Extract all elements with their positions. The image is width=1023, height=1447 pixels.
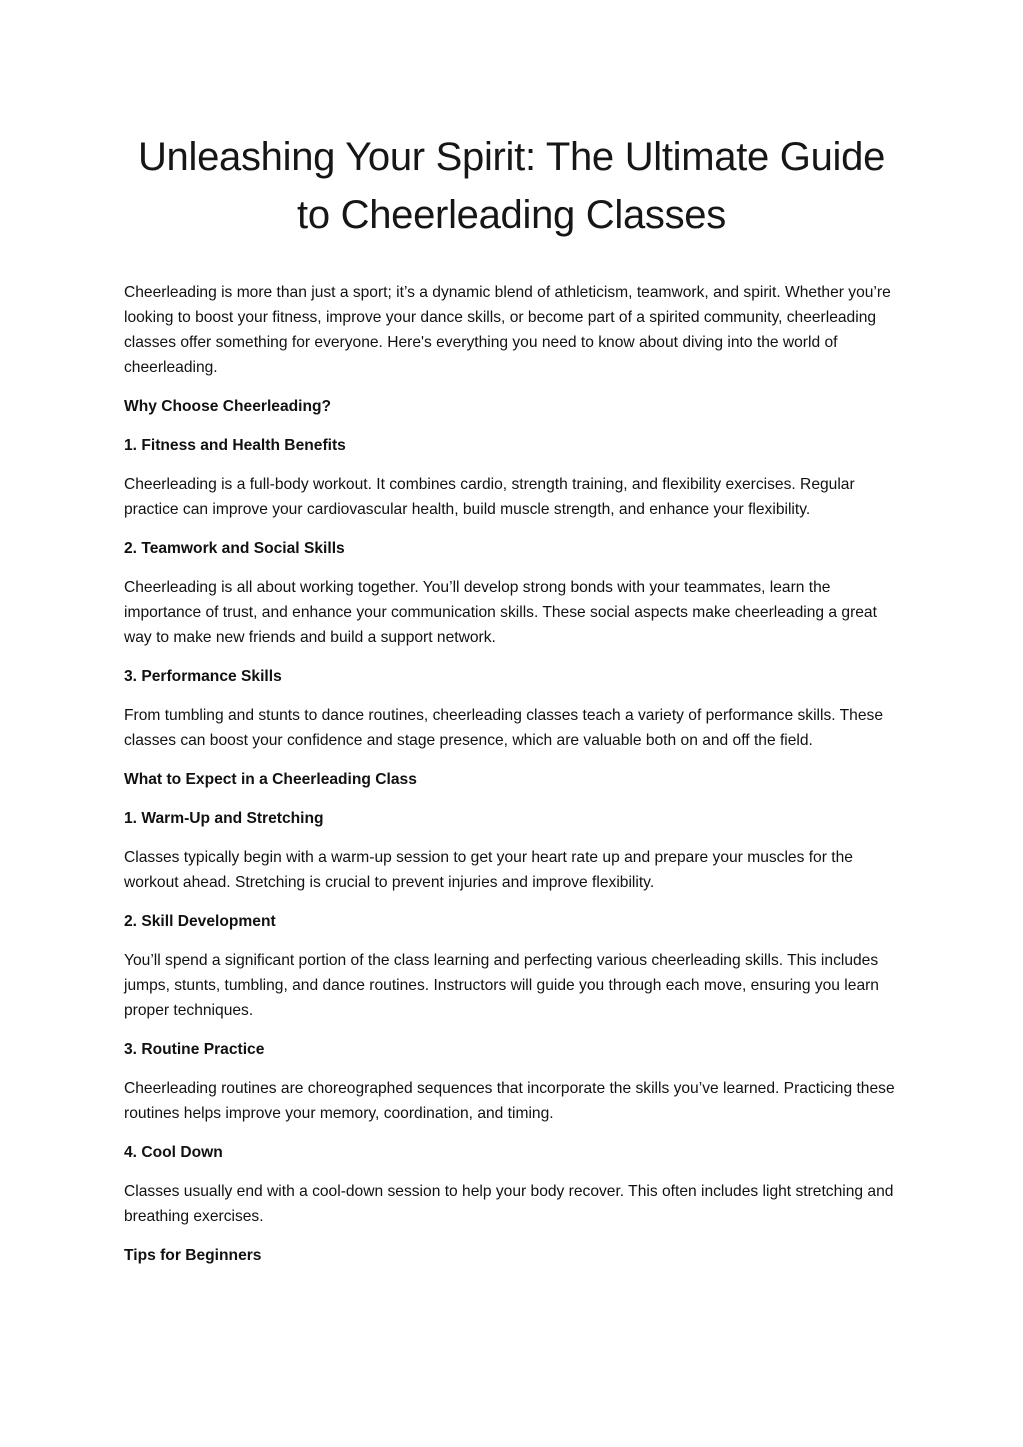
paragraph-skill-development: You’ll spend a significant portion of the class learning and perfecting various cheerleading skills. This includes jumps, stunts, tumbling, and dance routines. Instructors will guide you through each move, ensuring you learn proper techniques. bbox=[124, 952, 879, 1019]
paragraph-performance: From tumbling and stunts to dance routines, cheerleading classes teach a variety of performance skills. These classes can boost your confidence and stage presence, which are valuable both on and off the field. bbox=[124, 707, 883, 749]
document-body bbox=[124, 280, 900, 1282]
document-title: Unleashing Your Spirit: The Ultimate Guide to Cheerleading Classes bbox=[137, 135, 886, 237]
subheading-skill-development: 2. Skill Development bbox=[124, 913, 276, 930]
paragraph-cool-down: Classes usually end with a cool-down session to help your body recover. This often includes light stretching and breathing exercises. bbox=[124, 1183, 894, 1225]
subheading-routine-practice: 3. Routine Practice bbox=[124, 1041, 265, 1058]
subheading-cool-down: 4. Cool Down bbox=[124, 1144, 223, 1161]
section-heading-why: Why Choose Cheerleading? bbox=[124, 398, 332, 415]
section-heading-expect: What to Expect in a Cheerleading Class bbox=[124, 771, 417, 788]
subheading-fitness: 1. Fitness and Health Benefits bbox=[124, 437, 346, 454]
paragraph-routine-practice: Cheerleading routines are choreographed sequences that incorporate the skills you’ve learned. Practicing these routines helps improve your memory, coordination, and timing. bbox=[124, 1080, 895, 1122]
intro-paragraph: Cheerleading is more than just a sport; it’s a dynamic blend of athleticism, teamwork, and spirit. Whether you’re looking to boost your fitness, improve your dance skills, or become part of a spirited community, cheerleading classes offer something for everyone. Here's everything you need to know about diving into the world of cheerleading. bbox=[124, 284, 891, 376]
paragraph-warmup: Classes typically begin with a warm-up session to get your heart rate up and prepare your muscles for the workout ahead. Stretching is crucial to prevent injuries and improve flexibility. bbox=[124, 849, 853, 891]
subheading-performance: 3. Performance Skills bbox=[124, 668, 282, 685]
subheading-warmup: 1. Warm-Up and Stretching bbox=[124, 810, 324, 827]
paragraph-teamwork: Cheerleading is all about working together. You’ll develop strong bonds with your teammates, learn the importance of trust, and enhance your communication skills. These social aspects make cheerleading a great way to make new friends and build a support network. bbox=[124, 579, 877, 646]
paragraph-fitness: Cheerleading is a full-body workout. It combines cardio, strength training, and flexibility exercises. Regular practice can improve your cardiovascular health, build muscle strength, and enhance your flexibility. bbox=[124, 476, 855, 518]
subheading-teamwork: 2. Teamwork and Social Skills bbox=[124, 540, 345, 557]
section-heading-tips: Tips for Beginners bbox=[124, 1247, 262, 1264]
